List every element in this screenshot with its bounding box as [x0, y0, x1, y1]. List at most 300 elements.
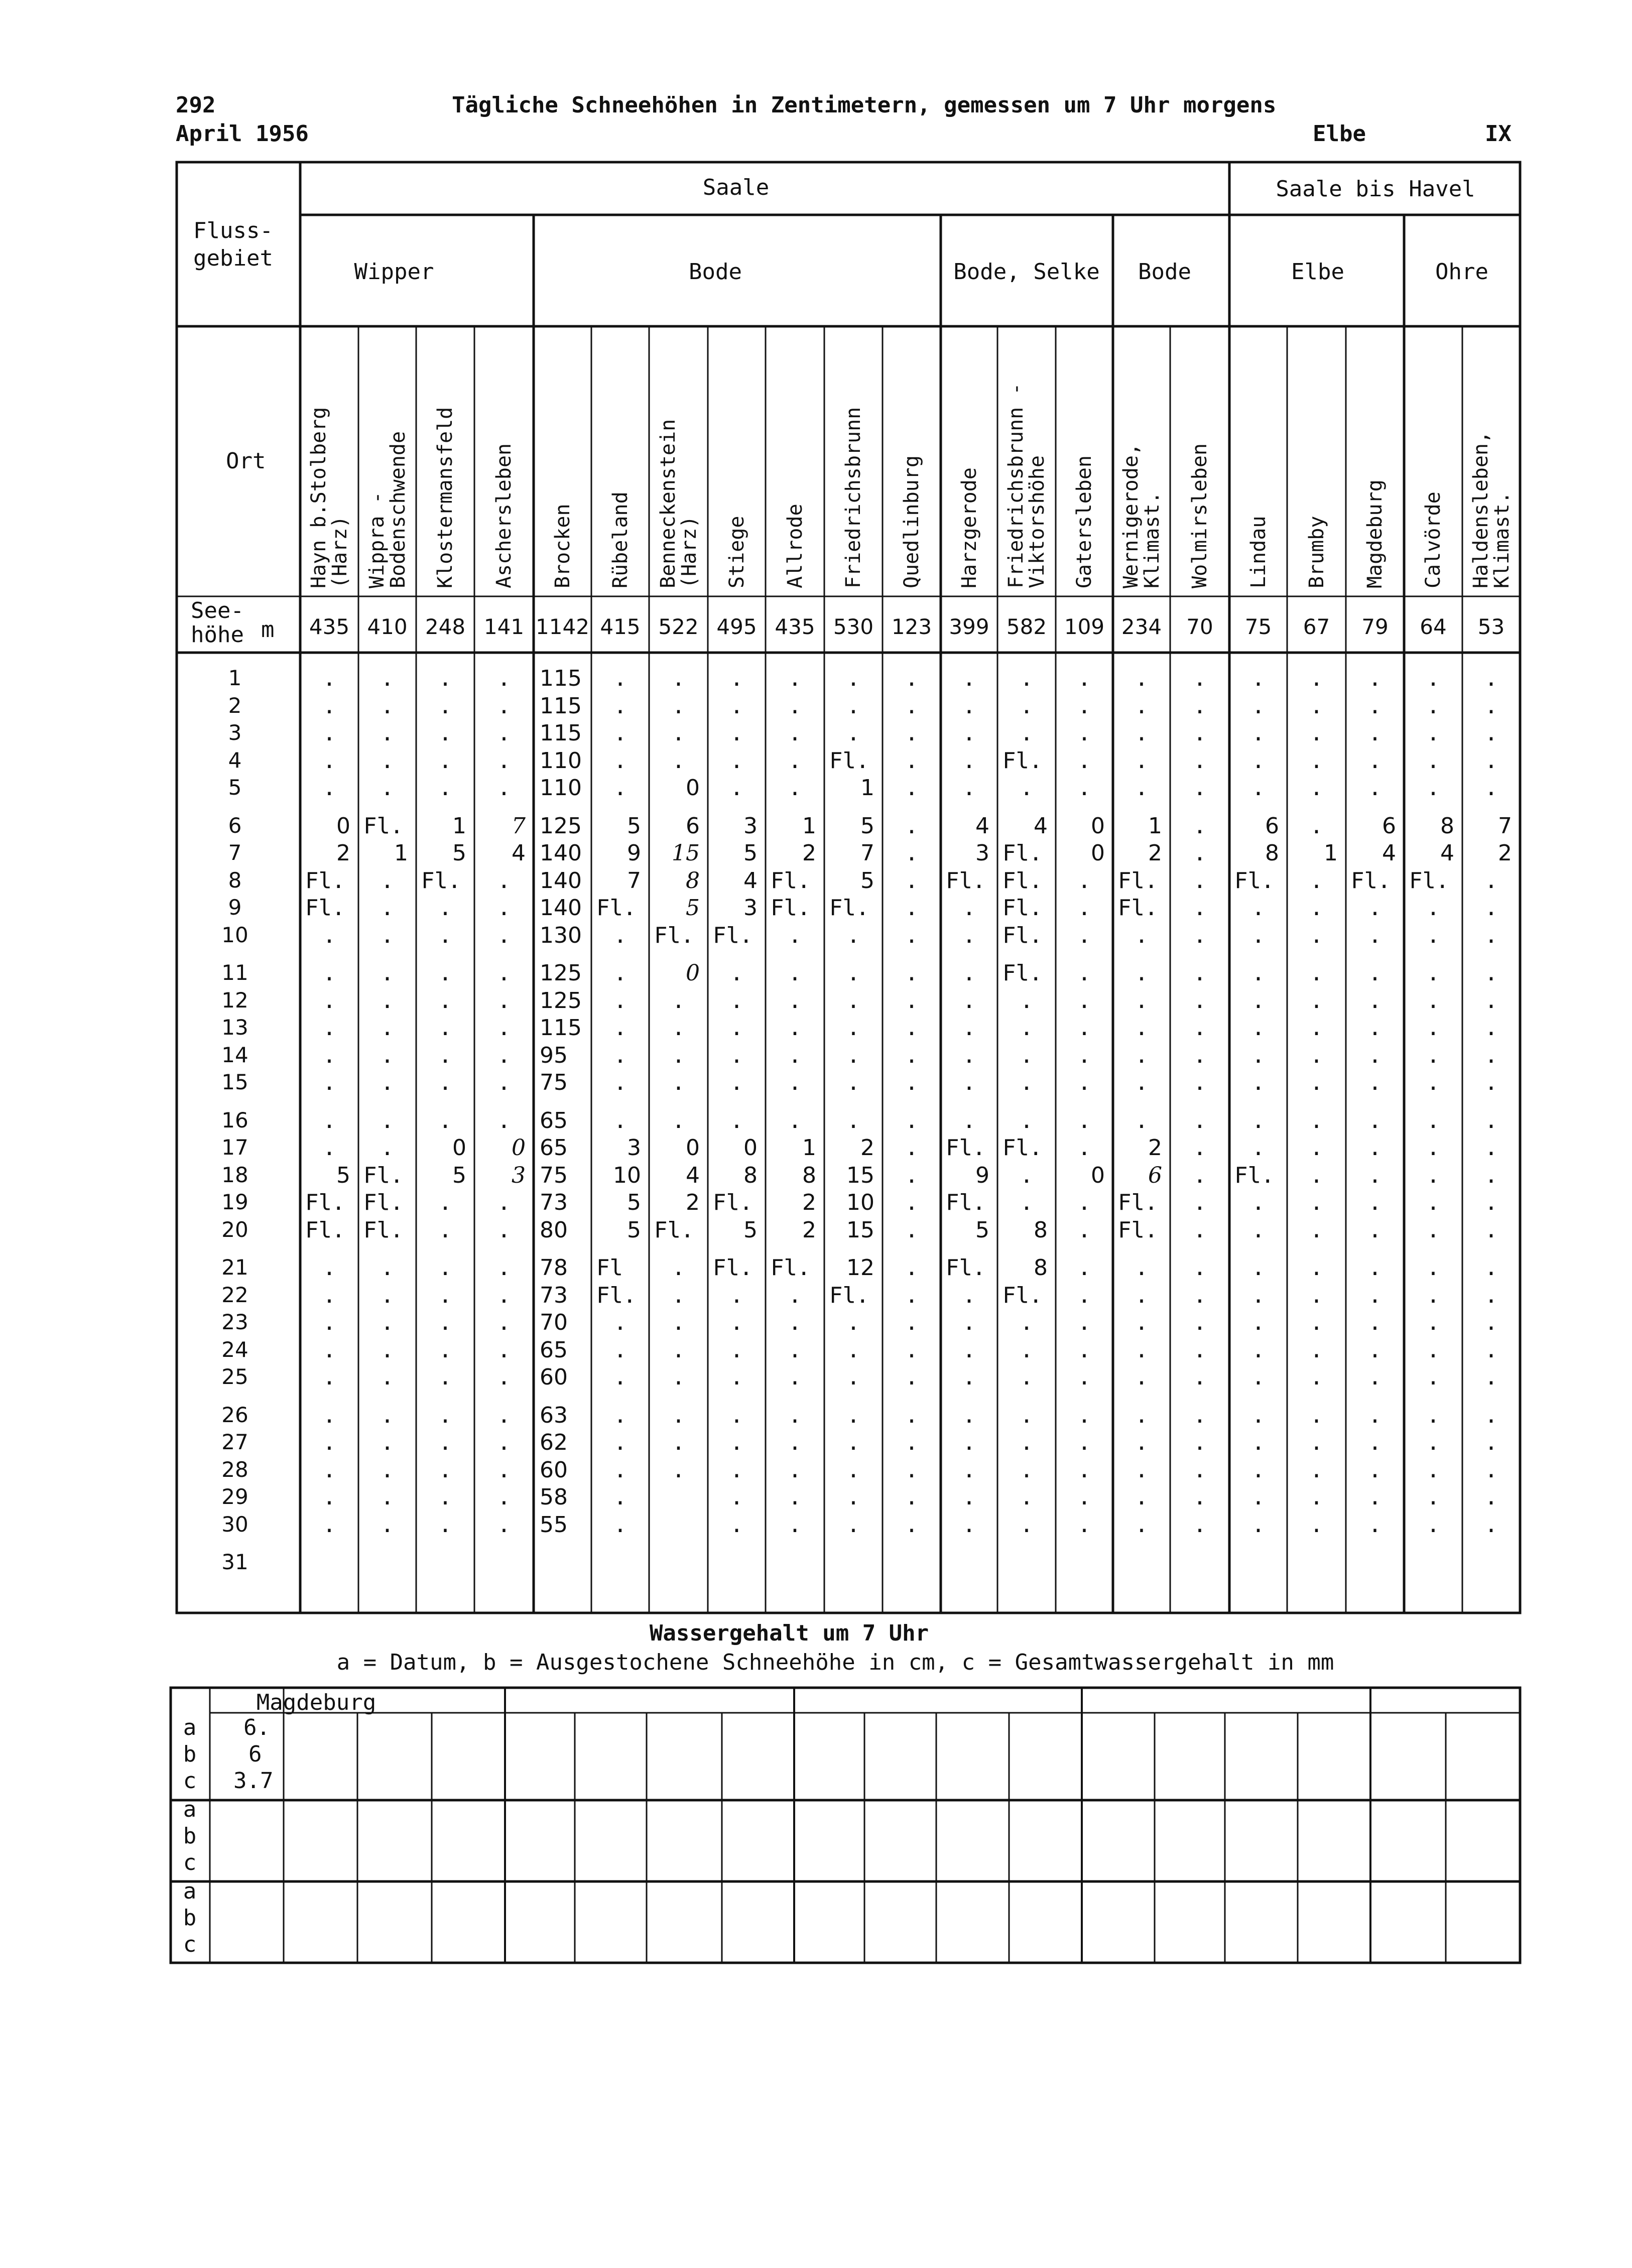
snow-depth-cell: 0 [1091, 840, 1105, 866]
snow-depth-cell: . [1193, 922, 1207, 948]
snow-depth-cell: 115 [540, 666, 582, 691]
station-elevation: 1142 [536, 614, 589, 639]
snow-depth-cell: . [1193, 1511, 1207, 1538]
snow-depth-cell: . [1484, 1337, 1498, 1363]
basin-label: Elbe [1313, 121, 1366, 147]
snow-depth-cell: . [438, 1511, 452, 1538]
snow-depth-cell: . [1193, 1337, 1207, 1363]
snow-depth-cell: . [322, 1511, 336, 1538]
snow-depth-cell: . [730, 1402, 743, 1428]
day-number: 22 [221, 1282, 248, 1307]
snow-depth-cell: . [962, 1070, 976, 1095]
snow-depth-cell: . [1135, 1255, 1149, 1281]
snow-depth-cell: . [381, 1430, 394, 1455]
snow-depth-cell: . [438, 720, 452, 746]
station-name: Brocken [551, 503, 574, 588]
snow-depth-cell: . [497, 693, 511, 719]
snow-depth-cell: 6 [1382, 813, 1396, 839]
water-table-border [171, 1688, 1520, 1963]
snow-depth-cell: . [1426, 720, 1440, 746]
snow-depth-cell: Fl. [1118, 1190, 1158, 1215]
snow-depth-cell: . [730, 775, 743, 801]
snow-depth-cell: 5 [627, 813, 641, 839]
snow-depth-cell: . [1193, 775, 1207, 801]
snow-depth-cell: . [1251, 666, 1265, 691]
month-label: April 1956 [176, 121, 309, 147]
snow-depth-cell: 7 [860, 840, 874, 866]
water-row-label: a [183, 1878, 197, 1904]
station-elevation: 79 [1361, 614, 1389, 639]
snow-depth-cell: . [962, 960, 976, 986]
snow-depth-cell: . [1193, 1430, 1207, 1455]
snow-depth-cell: 75 [540, 1070, 568, 1095]
day-number: 25 [221, 1364, 248, 1389]
snow-depth-cell: . [1193, 1070, 1207, 1095]
snow-depth-cell: . [1020, 1364, 1034, 1390]
snow-depth-cell: 4 [975, 813, 989, 839]
snow-depth-cell: . [1310, 1070, 1323, 1095]
snow-depth-cell: . [846, 960, 860, 986]
snow-depth-cell: . [613, 922, 627, 948]
snow-depth-cell: . [1251, 1402, 1265, 1428]
snow-depth-cell: . [730, 693, 743, 719]
snow-depth-cell: 8 [1440, 813, 1454, 839]
snow-depth-cell: . [322, 1337, 336, 1363]
snow-depth-cell: . [1135, 1070, 1149, 1095]
snow-depth-cell: . [1368, 693, 1382, 719]
station-name: Hayn b.Stolberg (Harz) [307, 407, 351, 588]
snow-depth-cell: . [1135, 1457, 1149, 1483]
snow-depth-cell: . [1426, 1402, 1440, 1428]
snow-depth-cell: 4 [1034, 813, 1048, 839]
snow-depth-cell: . [905, 1135, 919, 1161]
snow-depth-cell: . [1310, 1042, 1323, 1068]
snow-depth-cell: . [905, 1364, 919, 1390]
snow-depth-cell: . [905, 1217, 919, 1243]
snow-depth-cell: . [1484, 1135, 1498, 1161]
snow-depth-cell: . [672, 720, 685, 746]
snow-depth-cell: . [788, 1310, 802, 1335]
water-b-value: 6 [248, 1741, 262, 1767]
snow-depth-cell: 55 [540, 1511, 568, 1538]
day-number: 31 [221, 1550, 248, 1574]
snow-depth-cell: . [1193, 895, 1207, 921]
snow-depth-cell: . [1484, 666, 1498, 691]
snow-depth-cell: . [730, 960, 743, 986]
snow-depth-cell: 115 [540, 693, 582, 719]
snow-depth-cell: . [1426, 693, 1440, 719]
snow-depth-cell: . [1426, 960, 1440, 986]
station-name: Lindau [1246, 516, 1270, 588]
snow-depth-cell: . [788, 1282, 802, 1308]
snow-depth-cell: . [905, 775, 919, 801]
snow-depth-cell: Fl. [1234, 867, 1275, 894]
snow-depth-cell: . [788, 922, 802, 948]
snow-depth-cell: Fl. [713, 922, 753, 948]
water-c-value: 3.7 [233, 1768, 274, 1794]
snow-depth-cell: 95 [540, 1042, 568, 1068]
snow-depth-cell: . [613, 1310, 627, 1335]
river-4: Elbe [1291, 259, 1344, 285]
snow-depth-cell: . [1193, 1255, 1207, 1281]
day-number: 10 [221, 922, 248, 947]
snow-depth-cell: Fl. [596, 1282, 637, 1308]
snow-depth-cell: . [1310, 1255, 1323, 1281]
snow-depth-cell: . [1310, 720, 1323, 746]
snow-depth-cell: . [1368, 666, 1382, 691]
snow-depth-cell: . [846, 1402, 860, 1428]
snow-depth-cell: 2 [686, 1190, 700, 1215]
snow-depth-cell: . [438, 1364, 452, 1390]
snow-depth-cell: . [1077, 666, 1091, 691]
snow-depth-cell: . [1251, 1310, 1265, 1335]
snow-depth-cell: . [1020, 1430, 1034, 1455]
snow-depth-cell: . [1368, 1190, 1382, 1215]
snow-depth-cell: . [1193, 1457, 1207, 1483]
label-flussgebiet: Fluss- gebiet [193, 218, 273, 271]
snow-depth-cell: . [905, 747, 919, 774]
snow-depth-cell: . [1310, 666, 1323, 691]
snow-depth-cell: . [322, 1364, 336, 1390]
snow-depth-cell: . [1426, 666, 1440, 691]
snow-depth-cell: . [1077, 922, 1091, 948]
snow-depth-cell: . [1135, 1310, 1149, 1335]
snow-depth-cell: . [1484, 1457, 1498, 1483]
snow-depth-cell: . [962, 1430, 976, 1455]
station-elevation: 53 [1477, 614, 1505, 639]
snow-depth-cell: . [1020, 1402, 1034, 1428]
snow-depth-cell: . [1368, 987, 1382, 1014]
snow-depth-cell: . [1426, 1310, 1440, 1335]
snow-depth-cell: 65 [540, 1107, 568, 1133]
snow-depth-cell: 0 [686, 775, 700, 801]
snow-depth-cell: Fl. [829, 1282, 869, 1308]
snow-depth-cell: . [1310, 867, 1323, 894]
snow-depth-cell: . [381, 1255, 394, 1281]
snow-depth-cell: . [1193, 867, 1207, 894]
snow-depth-cell: . [1310, 1282, 1323, 1308]
snow-depth-cell: 1 [860, 775, 874, 801]
snow-depth-cell: . [613, 1484, 627, 1510]
snow-depth-cell: . [1251, 1457, 1265, 1483]
label-meter: m [261, 617, 275, 643]
snow-depth-cell: . [730, 1511, 743, 1538]
snow-depth-cell: 0 [686, 1135, 700, 1161]
snow-depth-cell: . [1135, 1484, 1149, 1510]
snow-depth-cell: . [1310, 775, 1323, 801]
snow-depth-cell: . [322, 1042, 336, 1068]
snow-depth-cell: . [1426, 1364, 1440, 1390]
snow-depth-cell: . [1077, 1190, 1091, 1215]
snow-depth-cell: . [672, 1402, 685, 1428]
snow-depth-cell: 0 [1091, 813, 1105, 839]
station-name: Benneckenstein (Harz) [656, 419, 701, 588]
snow-depth-cell: . [1077, 1015, 1091, 1041]
snow-depth-cell: . [1368, 1364, 1382, 1390]
snow-depth-cell: . [322, 1015, 336, 1041]
snow-depth-cell: 60 [540, 1364, 568, 1390]
snow-depth-cell: . [497, 666, 511, 691]
snow-depth-cell: . [438, 747, 452, 774]
station-elevation: 67 [1303, 614, 1330, 639]
river-0: Wipper [354, 259, 434, 285]
snow-depth-cell: . [1368, 960, 1382, 986]
station-name: Friedrichsbrunn - Viktorshöhe [1005, 383, 1049, 588]
snow-depth-cell: . [1020, 1162, 1034, 1188]
snow-depth-cell: . [322, 1107, 336, 1133]
snow-depth-cell: . [381, 1364, 394, 1390]
snow-depth-cell: . [1310, 960, 1323, 986]
snow-depth-cell: . [322, 1310, 336, 1335]
snow-depth-cell: . [1251, 1217, 1265, 1243]
snow-depth-cell: . [788, 1015, 802, 1041]
station-elevation: 75 [1244, 614, 1272, 639]
snow-depth-cell: . [962, 1015, 976, 1041]
snow-depth-cell: . [672, 1042, 685, 1068]
snow-depth-cell: . [1484, 1217, 1498, 1243]
snow-depth-cell: . [1368, 1484, 1382, 1510]
snow-depth-cell: . [672, 1364, 685, 1390]
snow-depth-cell: Fl. [363, 1162, 404, 1188]
snow-depth-cell: . [381, 1042, 394, 1068]
station-name: Friedrichsbrunn [842, 407, 865, 588]
snow-depth-cell: . [788, 1070, 802, 1095]
snow-depth-cell: . [1251, 1107, 1265, 1133]
snow-depth-cell: . [613, 1430, 627, 1455]
snow-depth-cell: . [905, 1015, 919, 1041]
station-name: Magdeburg [1363, 479, 1387, 588]
snow-depth-cell: . [613, 960, 627, 986]
snow-depth-cell: . [962, 1107, 976, 1133]
snow-depth-cell: 78 [540, 1255, 568, 1281]
snow-depth-cell: 1 [394, 840, 408, 866]
snow-depth-cell: . [846, 693, 860, 719]
snow-depth-cell: . [672, 1282, 685, 1308]
snow-depth-cell: . [438, 1190, 452, 1215]
snow-depth-cell: . [962, 666, 976, 691]
snow-depth-cell: 60 [540, 1457, 568, 1483]
snow-depth-cell: . [1251, 960, 1265, 986]
snow-depth-cell: . [1135, 1430, 1149, 1455]
snow-depth-cell: 0 [452, 1135, 466, 1161]
snow-depth-cell: . [438, 775, 452, 801]
snow-depth-cell: . [613, 1457, 627, 1483]
snow-depth-cell: . [381, 1135, 394, 1161]
snow-depth-cell: . [322, 960, 336, 986]
snow-depth-cell: . [846, 1457, 860, 1483]
station-name: Wippra - Bodenschwende [365, 431, 410, 588]
snow-depth-cell: . [905, 1190, 919, 1215]
water-row-label: a [183, 1797, 197, 1822]
snow-depth-cell: 73 [540, 1190, 568, 1215]
snow-depth-cell: 1 [802, 1135, 816, 1161]
snow-depth-cell: . [613, 1107, 627, 1133]
snow-depth-cell: . [788, 775, 802, 801]
snow-depth-cell: . [1020, 1511, 1034, 1538]
snow-depth-cell: . [497, 1457, 511, 1483]
snow-depth-cell: . [1426, 775, 1440, 801]
snow-depth-cell: . [497, 895, 511, 921]
snow-depth-cell: . [788, 693, 802, 719]
snow-depth-cell: . [1077, 867, 1091, 894]
snow-depth-cell: . [438, 1070, 452, 1095]
snow-depth-cell: . [1251, 1042, 1265, 1068]
snow-depth-cell: . [672, 747, 685, 774]
snow-depth-cell: 10 [846, 1190, 874, 1215]
station-name: Haldensleben, Klimast. [1469, 431, 1514, 588]
label-seehoehe: See- höhe [191, 598, 244, 648]
snow-depth-cell: . [381, 1402, 394, 1428]
snow-depth-cell: . [1077, 960, 1091, 986]
snow-depth-cell: . [497, 1337, 511, 1363]
snow-depth-cell: . [381, 1310, 394, 1335]
snow-depth-cell: 5 [686, 895, 700, 921]
snow-depth-cell: . [962, 1042, 976, 1068]
snow-depth-cell: . [381, 775, 394, 801]
day-number: 8 [228, 867, 242, 893]
snow-depth-cell: . [1251, 987, 1265, 1014]
snow-depth-cell: Fl. [421, 867, 461, 894]
snow-depth-cell: . [613, 1402, 627, 1428]
snow-depth-cell: 110 [540, 775, 582, 801]
snow-depth-cell: 12 [846, 1255, 874, 1281]
snow-depth-cell: 5 [627, 1217, 641, 1243]
day-number: 4 [228, 747, 242, 773]
snow-depth-cell: . [1426, 1282, 1440, 1308]
snow-depth-cell: . [322, 987, 336, 1014]
snow-depth-cell: . [1193, 840, 1207, 866]
snow-depth-cell: . [1251, 1511, 1265, 1538]
snow-depth-cell: . [438, 693, 452, 719]
snow-depth-cell: . [1251, 895, 1265, 921]
station-name: Gatersleben [1073, 455, 1096, 588]
snow-depth-cell: . [497, 1070, 511, 1095]
snow-depth-cell: . [1077, 1255, 1091, 1281]
snow-depth-cell: . [905, 1337, 919, 1363]
snow-depth-cell: Fl. [713, 1190, 753, 1215]
station-name: Harzgerode [957, 467, 981, 588]
snow-depth-cell: 125 [540, 960, 582, 986]
water-legend: a = Datum, b = Ausgestochene Schneehöhe in cm, c = Gesamtwassergehalt in mm [336, 1650, 1334, 1675]
snow-depth-cell: . [1368, 1162, 1382, 1188]
snow-depth-cell: . [1193, 960, 1207, 986]
snow-depth-cell: . [905, 1310, 919, 1335]
snow-depth-cell: . [1368, 775, 1382, 801]
snow-depth-cell: . [730, 1042, 743, 1068]
snow-depth-cell: . [1310, 1511, 1323, 1538]
snow-depth-cell: 8 [802, 1162, 816, 1188]
station-elevation: 415 [600, 614, 641, 639]
station-name: Wernigerode, Klimast. [1119, 443, 1164, 588]
snow-depth-cell: . [1484, 1282, 1498, 1308]
station-elevation: 64 [1420, 614, 1447, 639]
snow-depth-cell: . [438, 666, 452, 691]
snow-depth-cell: . [497, 960, 511, 986]
snow-depth-cell: . [381, 747, 394, 774]
region-saale-bis-havel: Saale bis Havel [1276, 176, 1475, 202]
snow-depth-cell: . [381, 987, 394, 1014]
snow-depth-cell: . [438, 1402, 452, 1428]
snow-depth-cell: . [1484, 1402, 1498, 1428]
snow-depth-cell: . [1368, 1282, 1382, 1308]
snow-depth-cell: 4 [512, 840, 526, 866]
snow-depth-cell: . [672, 1070, 685, 1095]
day-number: 16 [221, 1107, 248, 1132]
snow-depth-cell: . [788, 1457, 802, 1483]
station-elevation: 435 [775, 614, 815, 639]
snow-depth-cell: . [1310, 1135, 1323, 1161]
station-name: Calvörde [1422, 491, 1445, 588]
snow-depth-cell: . [1484, 1484, 1498, 1510]
snow-depth-cell: . [846, 987, 860, 1014]
snow-depth-cell: Fl. [1002, 1282, 1043, 1308]
snow-depth-cell: . [730, 1282, 743, 1308]
snow-depth-cell: . [1310, 895, 1323, 921]
snow-depth-cell: . [730, 1015, 743, 1041]
snow-depth-cell: . [1368, 922, 1382, 948]
snow-depth-cell: 9 [975, 1162, 989, 1188]
snow-depth-cell: . [438, 1015, 452, 1041]
snow-depth-cell: . [1135, 1282, 1149, 1308]
snow-depth-cell: Fl. [713, 1255, 753, 1281]
snow-depth-cell: . [846, 1364, 860, 1390]
snow-depth-cell: . [962, 1364, 976, 1390]
snow-depth-cell: . [322, 922, 336, 948]
station-elevation: 141 [483, 614, 525, 639]
snow-depth-cell: . [1368, 1107, 1382, 1133]
snow-depth-cell: 2 [336, 840, 350, 866]
snow-depth-cell: . [788, 1337, 802, 1363]
day-number: 12 [221, 987, 248, 1013]
snow-depth-cell: 65 [540, 1135, 568, 1161]
snow-depth-cell: . [438, 1107, 452, 1133]
snow-depth-cell: . [1193, 747, 1207, 774]
snow-depth-cell: . [730, 1484, 743, 1510]
snow-depth-cell: . [497, 1484, 511, 1510]
snow-depth-cell: . [1077, 1310, 1091, 1335]
snow-depth-cell: . [1135, 1042, 1149, 1068]
snow-depth-cell: . [1484, 747, 1498, 774]
snow-depth-cell: . [1135, 1402, 1149, 1428]
snow-depth-cell: 3 [975, 840, 989, 866]
snow-depth-cell: . [905, 1457, 919, 1483]
station-elevation: 70 [1186, 614, 1213, 639]
water-row-label: a [183, 1715, 197, 1740]
snow-depth-cell: . [1135, 1511, 1149, 1538]
station-name: Stiege [725, 516, 748, 588]
snow-depth-cell: . [962, 775, 976, 801]
snow-depth-cell: 2 [802, 1217, 816, 1243]
snow-depth-cell: . [1368, 1402, 1382, 1428]
snow-depth-cell: . [788, 1107, 802, 1133]
snow-depth-cell: 8 [1265, 840, 1279, 866]
snow-depth-cell: 3 [743, 895, 758, 921]
snow-depth-cell: . [1484, 1430, 1498, 1455]
snow-depth-cell: . [788, 1511, 802, 1538]
station-name: Brumby [1305, 516, 1328, 588]
snow-depth-cell: . [497, 1042, 511, 1068]
snow-depth-cell: Fl. [1002, 960, 1043, 986]
station-elevation: 109 [1064, 614, 1105, 639]
snow-depth-cell: . [962, 922, 976, 948]
station-elevation: 495 [716, 614, 757, 639]
snow-depth-cell: . [1426, 987, 1440, 1014]
snow-depth-cell: . [613, 693, 627, 719]
snow-depth-cell: . [438, 1255, 452, 1281]
snow-depth-cell: . [905, 960, 919, 986]
snow-depth-cell: . [438, 960, 452, 986]
label-ort: Ort [226, 448, 266, 474]
